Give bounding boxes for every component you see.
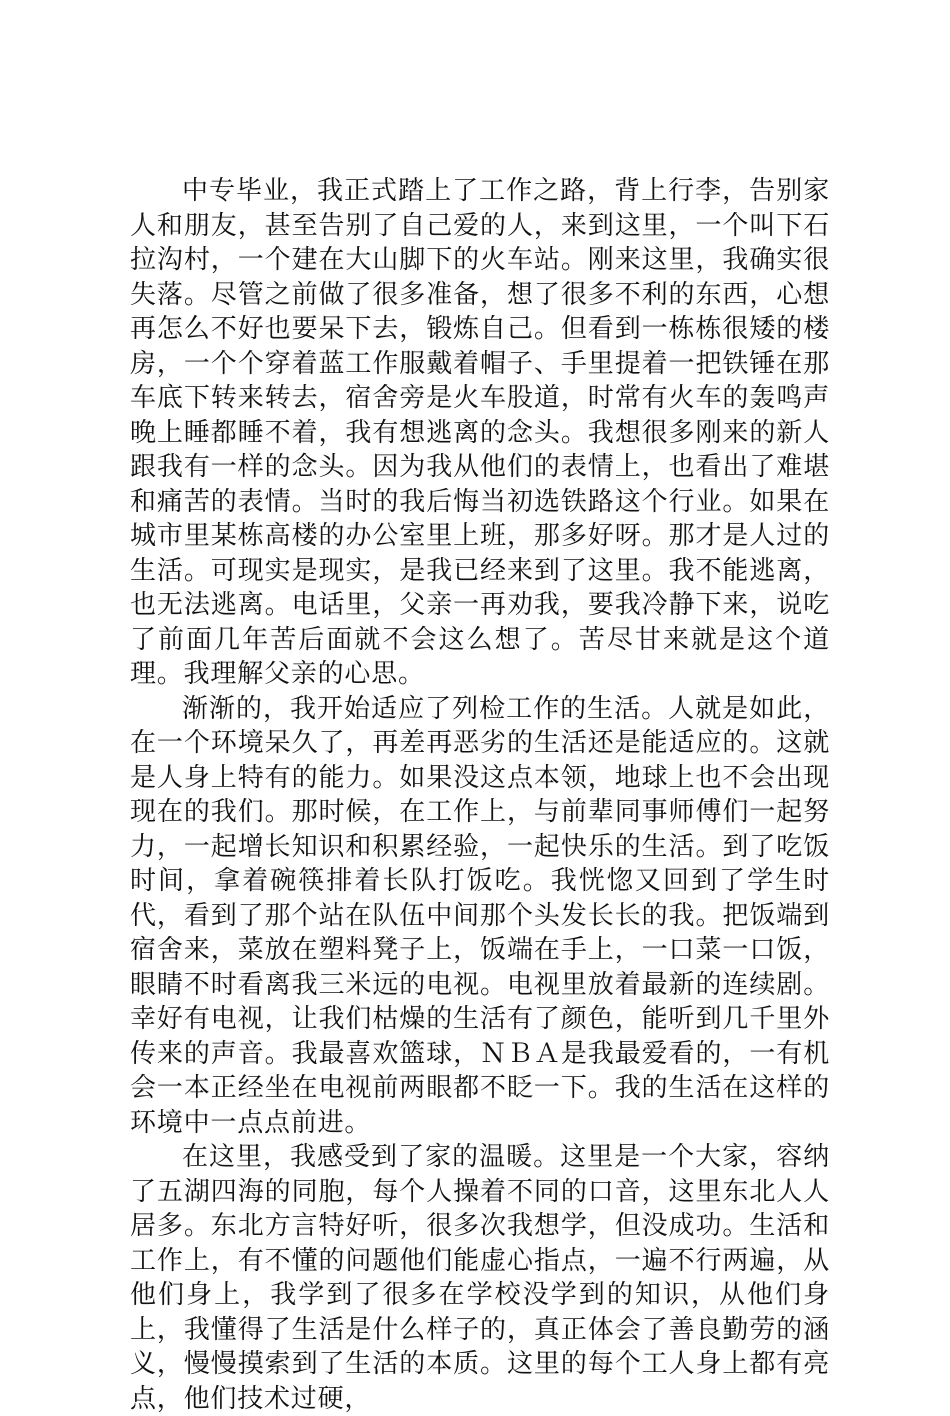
paragraph-3: 在这里，我感受到了家的温暖。这里是一个大家，容纳了五湖四海的同胞，每个人操着不同的口音，这里东北人人居多。东北方言特好听，很多次我想学，但没成功。生活和工作上，有不懂的问题他们能虚心指点，一遍不行两遍，从他们身上，我学到了很多在学校没学到的知识，从他们身上，我懂得了生活是什么样子的，真正体会了善良勤劳的涵义，慢慢摸索到了生活的本质。这里的每个工人身上都有亮点，他们技术过硬， bbox=[130, 1142, 830, 1414]
paragraph-1: 中专毕业，我正式踏上了工作之路，背上行李，告别家人和朋友，甚至告别了自己爱的人，来到这里，一个叫下石拉沟村，一个建在大山脚下的火车站。刚来这里，我确实很失落。尽管之前做了很多准备，想了很多不利的东西，心想再怎么不好也要呆下去，锻炼自己。但看到一栋栋很矮的楼房，一个个穿着蓝工作服戴着帽子、手里提着一把铁锤在那车底下转来转去，宿舍旁是火车股道，时常有火车的轰鸣声晚上睡都睡不着，我有想逃离的念头。我想很多刚来的新人跟我有一样的念头。因为我从他们的表情上，也看出了难堪和痛苦的表情。当时的我后悔当初选铁路这个行业。如果在城市里某栋高楼的办公室里上班，那多好呀。那才是人过的生活。可现实是现实，是我已经来到了这里。我不能逃离，也无法逃离。电话里，父亲一再劝我，要我冷静下来，说吃了前面几年苦后面就不会这么想了。苦尽甘来就是这个道理。我理解父亲的心思。 bbox=[130, 176, 830, 689]
document-body bbox=[130, 174, 830, 1416]
paragraph-2: 渐渐的，我开始适应了列检工作的生活。人就是如此，在一个环境呆久了，再差再恶劣的生活还是能适应的。这就是人身上特有的能力。如果没这点本领，地球上也不会出现现在的我们。那时候，在工作上，与前辈同事师傅们一起努力，一起增长知识和积累经验，一起快乐的生活。到了吃饭时间，拿着碗筷排着长队打饭吃。我恍惚又回到了学生时代，看到了那个站在队伍中间那个头发长长的我。把饭端到宿舍来，菜放在塑料凳子上，饭端在手上，一口菜一口饭，眼睛不时看离我三米远的电视。电视里放着最新的连续剧。幸好有电视，让我们枯燥的生活有了颜色，能听到几千里外传来的声音。我最喜欢篮球，ＮＢＡ是我最爱看的，一有机会一本正经坐在电视前两眼都不眨一下。我的生活在这样的环境中一点点前进。 bbox=[130, 693, 830, 1138]
